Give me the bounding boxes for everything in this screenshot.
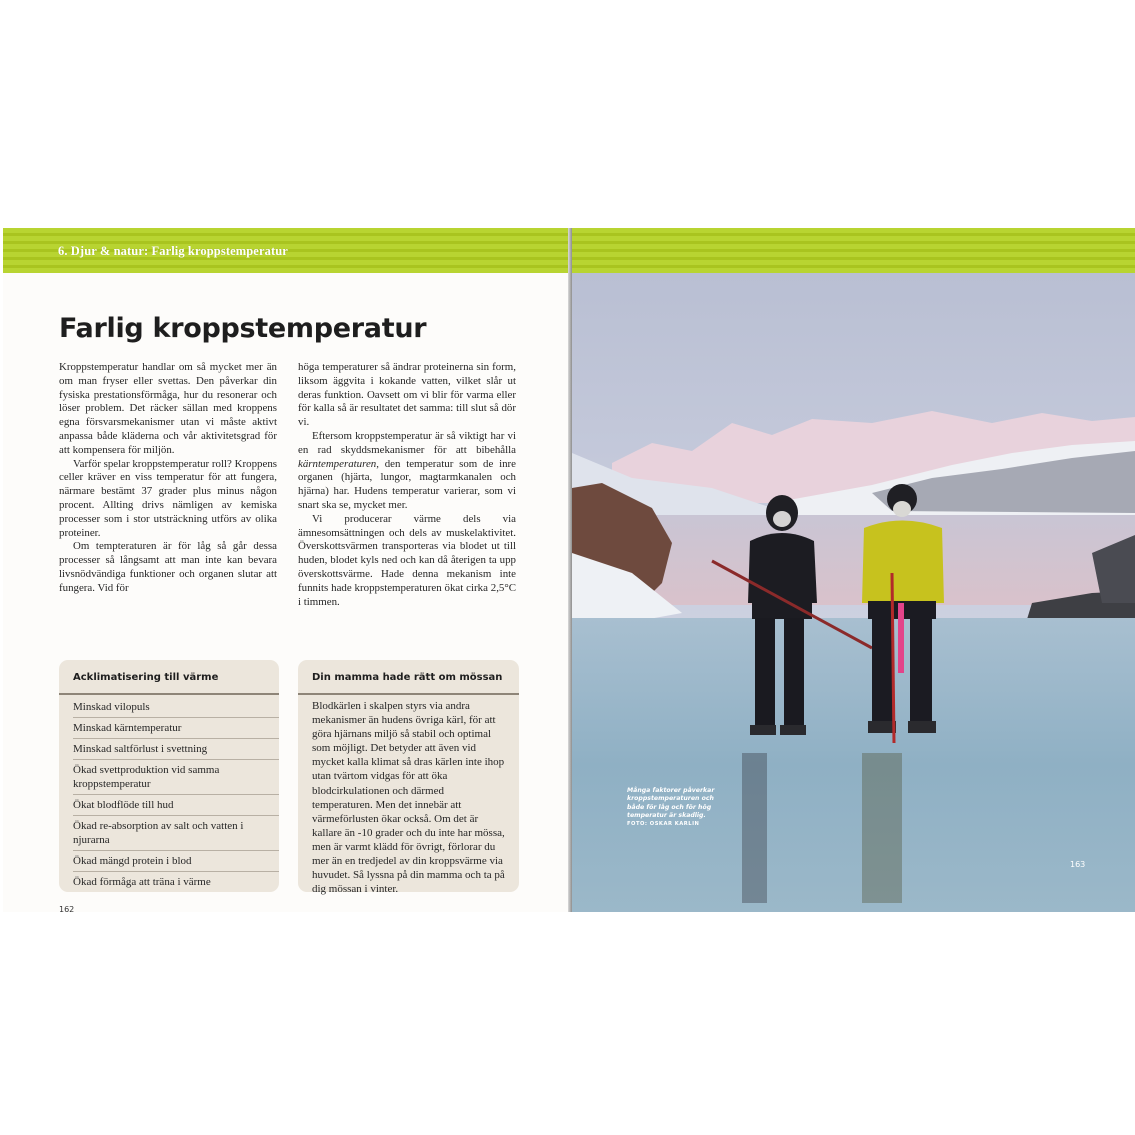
photo-caption [627,787,732,828]
list-item: Ökad förmåga att träna i värme [73,876,211,888]
section-header-title: 6. Djur & natur: Farlig kroppstemperatur [58,244,288,258]
list-item: Minskad vilopuls [73,697,279,718]
acclimatization-list [73,697,279,892]
list-item: Minskad kärntemperatur [73,718,279,739]
divider [59,693,279,695]
paragraph: Vi producerar värme dels via ämnesomsättningen och dels av muskelaktivitet. Överskottsvärmen transporteras via blodet ut till huden, blodet kyls ned och kan då återigen ta upp överskottsvärme. Hade denna mekanism inte funnits hade kroppstemperaturen ökat cirka 2,5°C i timmen. [298,512,516,608]
paragraph: Om tempteraturen är för låg så går dessa processer så långsamt att man inte kan bevara livsnödvändiga funktioner och organen slutar att fungera. Vid för [59,540,277,594]
fact-box-acclimatization [59,660,279,892]
ice-surface [572,618,1135,912]
fact-box-title: Din mamma hade rätt om mössan [312,672,503,683]
article-title: Farlig kroppstemperatur [59,313,427,344]
photo-credit: FOTO: OSKAR KARLIN [627,821,700,828]
book-spread [3,228,1135,912]
reflection-right [862,753,902,903]
paragraph-text: , den temperatur som de inre organen (hjärta, lungor, magtarmkanalen och hjärna) har. Hudens temperatur varierar, som vi snart ska se, mycket mer. [298,457,516,511]
header-band-right [572,228,1135,273]
paragraph [298,430,516,513]
text-column-2 [298,361,516,609]
list-item: Ökad svettproduktion vid samma kroppstemperatur [73,760,279,795]
fact-box-body: Blodkärlen i skalpen styrs via andra mekanismer än hudens övriga kärl, för att göra hjärnans miljö så stabil och optimal som möjligt. Det betyder att även vid mycket kalla klimat så dras kärlen inte ihop utan tvärtom vidgas för att öka blodcirkulationen och därmed temperaturen. Men det innebär att värmeförlusten ökar också. Om det är kallare än -10 grader och du inte har mössa, men är varmt klädd för övrigt, förlorar du mer än en tredjedel av din kroppsvärme via huvudet. Så lyssna på din mamma och ta på dig mössan i vinter. [312,700,505,896]
paragraph: Varför spelar kroppstemperatur roll? Kroppens celler kräver en viss temperatur för att fungera, närmare bestämt 37 grader plus minus någon procent. Allting drivs nämligen av kemiska processer som i stor utsträckning utförs av olika proteiner. [59,457,277,539]
divider [298,693,519,695]
emphasis-term: kärntemperaturen [298,457,377,470]
fact-box-title: Acklimatisering till värme [73,672,219,683]
list-item: Ökad re-absorption av salt och vatten i njurarna [73,816,279,851]
caption-text: Många faktorer påverkar kroppstemperaturen och både för låg och för hög temperatur är skadlig. [627,787,715,819]
page-number-left: 162 [59,905,75,914]
page-number-right: 163 [1070,860,1086,869]
paragraph: Kroppstemperatur handlar om så mycket mer än om man fryser eller svettas. Den påverkar din fysiska prestationsförmåga, hur du resonerar och löser problem. Det räcker sällan med kroppens egna försvarsmekanismer utan vi måste aktivt anpassa både kläderna och vår aktivitetsgrad för att kompensera för miljön. [59,361,277,456]
list-item: Minskad saltförlust i svettning [73,739,279,760]
header-band-left [3,228,568,273]
fact-box-hat [298,660,519,896]
reflection-left [742,753,767,903]
list-item: Ökat blodflöde till hud [73,795,279,816]
paragraph-text: Eftersom kroppstemperatur är så viktigt har vi en rad skyddsmekanismer för att bibehålla [298,429,516,456]
list-item: Ökad mängd protein i blod [73,851,279,872]
paragraph: höga temperaturer så ändrar proteinerna sin form, liksom äggvita i kokande vatten, vilket slår ut deras funktion. Oavsett om vi blir för varma eller för kalla så är resultatet det samma: till slut så dör vi. [298,361,516,429]
left-page [3,273,568,912]
text-column-1 [59,361,277,596]
